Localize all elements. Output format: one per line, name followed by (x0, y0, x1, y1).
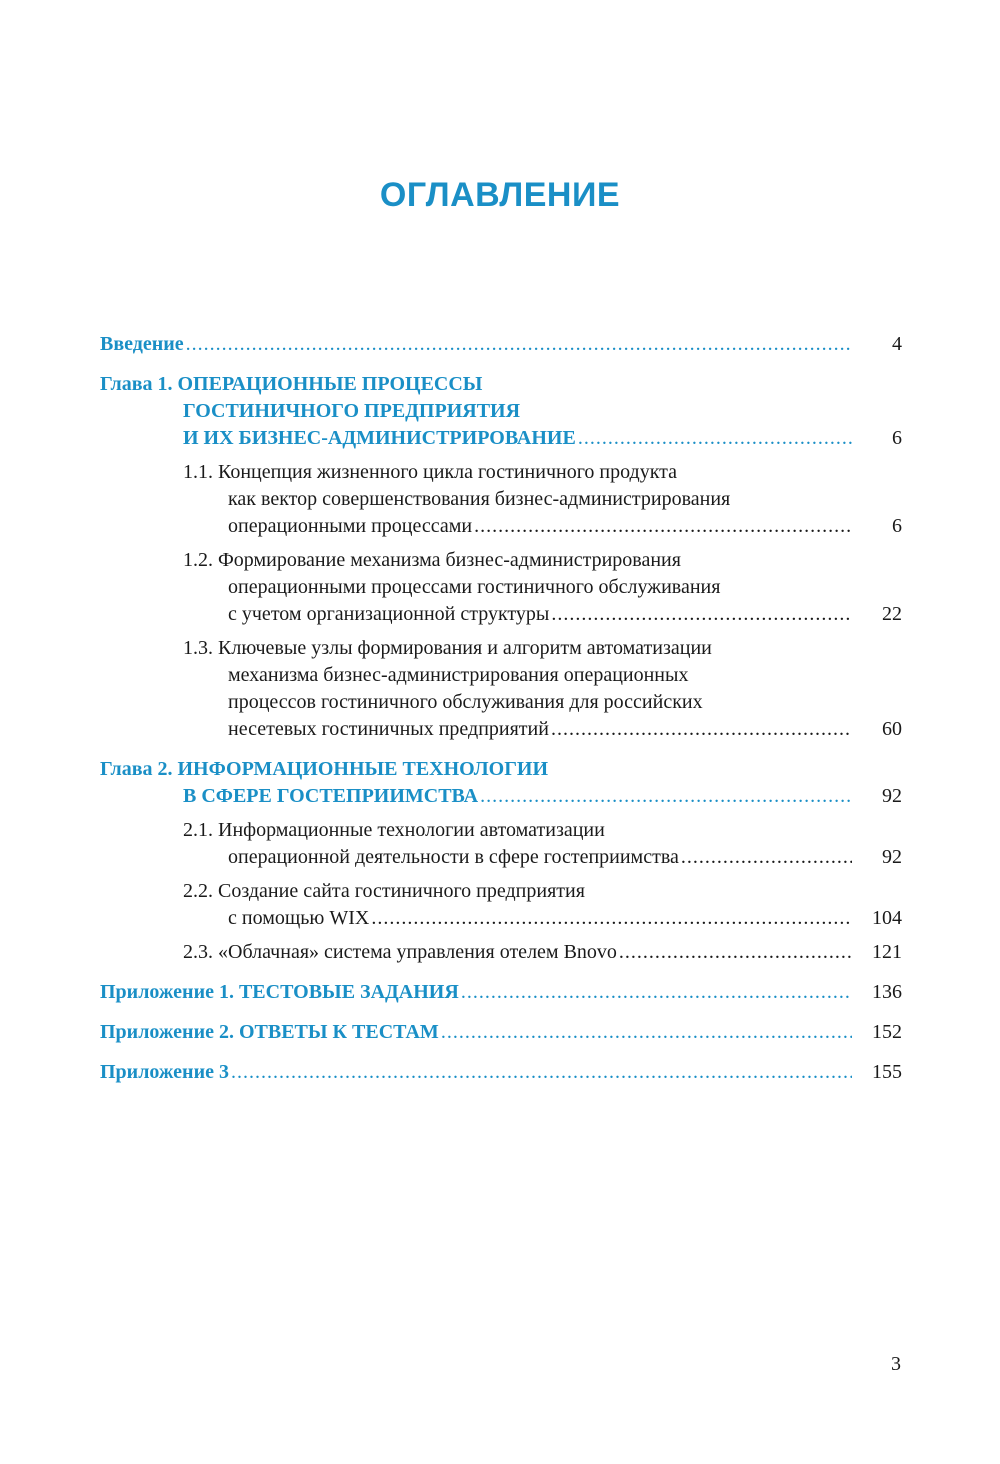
toc-entry-line (100, 513, 902, 540)
toc-page-number: 136 (872, 981, 902, 1003)
entry-spacer (100, 358, 902, 371)
dot-leader (186, 331, 852, 358)
toc-entry-text: 1.1. Концепция жизненного цикла гостиничного продукта (183, 461, 678, 483)
toc-entry-line (100, 939, 902, 966)
dot-leader (578, 425, 852, 452)
dot-leader (474, 513, 852, 540)
toc-entry-text: с учетом организационной структуры (228, 603, 550, 625)
toc-chapter-entry[interactable] (100, 1019, 902, 1046)
toc-entry-line (100, 905, 902, 932)
dot-leader (371, 905, 852, 932)
toc-entry-text: с помощью WIX (228, 907, 370, 929)
toc-entry-line (100, 635, 902, 662)
toc-chapter-entry[interactable] (100, 371, 902, 452)
toc-chapter-entry[interactable] (100, 1059, 902, 1086)
toc-entry-line (100, 486, 902, 513)
toc-entry-line (100, 662, 902, 689)
entry-spacer (100, 628, 902, 635)
toc-page-number: 4 (892, 333, 902, 355)
toc-entry-line (100, 331, 902, 358)
toc-page-number: 155 (872, 1061, 902, 1083)
toc-entry-text: Приложение 2. ОТВЕТЫ К ТЕСТАМ (100, 1021, 439, 1043)
toc-page-number: 152 (872, 1021, 902, 1043)
toc-entry-line (100, 817, 902, 844)
toc-entry-line (100, 844, 902, 871)
toc-page-number: 121 (872, 941, 902, 963)
toc-entry-text: Приложение 3 (100, 1061, 229, 1083)
toc-entry-line (100, 574, 902, 601)
toc-page-number: 92 (882, 846, 902, 868)
toc-chapter-entry[interactable] (100, 979, 902, 1006)
dot-leader (441, 1019, 852, 1046)
entry-spacer (100, 871, 902, 878)
toc-section-entry[interactable] (100, 878, 902, 932)
dot-leader (480, 783, 852, 810)
toc-entry-text: Глава 1. ОПЕРАЦИОННЫЕ ПРОЦЕССЫ (100, 373, 483, 395)
dot-leader (551, 601, 852, 628)
toc-entry-text: Приложение 1. ТЕСТОВЫЕ ЗАДАНИЯ (100, 981, 459, 1003)
toc-page-number: 22 (882, 603, 902, 625)
toc-entry-text: 2.1. Информационные технологии автоматизации (183, 819, 605, 841)
entry-spacer (100, 810, 902, 817)
toc-entry-line (100, 547, 902, 574)
toc-entry-text: операционными процессами гостиничного обслуживания (228, 576, 721, 598)
entry-spacer (100, 540, 902, 547)
entry-spacer (100, 743, 902, 756)
toc-entry-text: операционной деятельности в сфере гостеприимства (228, 846, 679, 868)
toc-entry-line (100, 716, 902, 743)
dot-leader (551, 716, 852, 743)
toc-entry-line (100, 756, 902, 783)
entry-spacer (100, 966, 902, 979)
toc-entry-line (100, 878, 902, 905)
toc-entry-text: И ИХ БИЗНЕС-АДМИНИСТРИРОВАНИЕ (183, 427, 576, 449)
toc-entry-text: 1.2. Формирование механизма бизнес-администрирования (183, 549, 681, 571)
toc-entry-line (100, 459, 902, 486)
toc-section-entry[interactable] (100, 635, 902, 743)
toc-section-entry[interactable] (100, 939, 902, 966)
toc-page-number: 6 (892, 427, 902, 449)
toc-entry-text: как вектор совершенствования бизнес-администрирования (228, 488, 731, 510)
toc-entry-line (100, 783, 902, 810)
toc-page-number: 6 (892, 515, 902, 537)
toc-entry-line (100, 398, 902, 425)
entry-spacer (100, 452, 902, 459)
toc-entry-text: ГОСТИНИЧНОГО ПРЕДПРИЯТИЯ (183, 400, 521, 422)
toc-chapter-entry[interactable] (100, 756, 902, 810)
toc-entry-text: 2.3. «Облачная» система управления отелем Bnovo (183, 941, 617, 963)
toc-entry-text: несетевых гостиничных предприятий (228, 718, 549, 740)
toc-entry-text: В СФЕРЕ ГОСТЕПРИИМСТВА (183, 785, 479, 807)
toc-entry-text: процессов гостиничного обслуживания для российских (228, 691, 703, 713)
toc-entry-text: 2.2. Создание сайта гостиничного предприятия (183, 880, 585, 902)
toc-page-number: 92 (882, 785, 902, 807)
toc-entry-line (100, 371, 902, 398)
toc-entry-text: Введение (100, 333, 184, 355)
toc-entry-text: 1.3. Ключевые узлы формирования и алгоритм автоматизации (183, 637, 712, 659)
dot-leader (681, 844, 852, 871)
toc-entry-text: механизма бизнес-администрирования операционных (228, 664, 689, 686)
toc-chapter-entry[interactable] (100, 331, 902, 358)
toc-section-entry[interactable] (100, 459, 902, 540)
toc-entry-line (100, 689, 902, 716)
toc-page-number: 104 (872, 907, 902, 929)
page-number: 3 (891, 1353, 901, 1375)
dot-leader (231, 1059, 852, 1086)
toc-section-entry[interactable] (100, 817, 902, 871)
toc-entry-line (100, 1059, 902, 1086)
page-title: ОГЛАВЛЕНИЕ (379, 176, 621, 214)
dot-leader (461, 979, 852, 1006)
toc-entry-text: операционными процессами (228, 515, 473, 537)
toc-entry-line (100, 1019, 902, 1046)
entry-spacer (100, 932, 902, 939)
table-of-contents (100, 331, 902, 1086)
entry-spacer (100, 1006, 902, 1019)
toc-entry-line (100, 979, 902, 1006)
toc-section-entry[interactable] (100, 547, 902, 628)
toc-entry-line (100, 425, 902, 452)
toc-page-number: 60 (882, 718, 902, 740)
toc-entry-line (100, 601, 902, 628)
dot-leader (619, 939, 852, 966)
toc-entry-text: Глава 2. ИНФОРМАЦИОННЫЕ ТЕХНОЛОГИИ (100, 758, 549, 780)
entry-spacer (100, 1046, 902, 1059)
